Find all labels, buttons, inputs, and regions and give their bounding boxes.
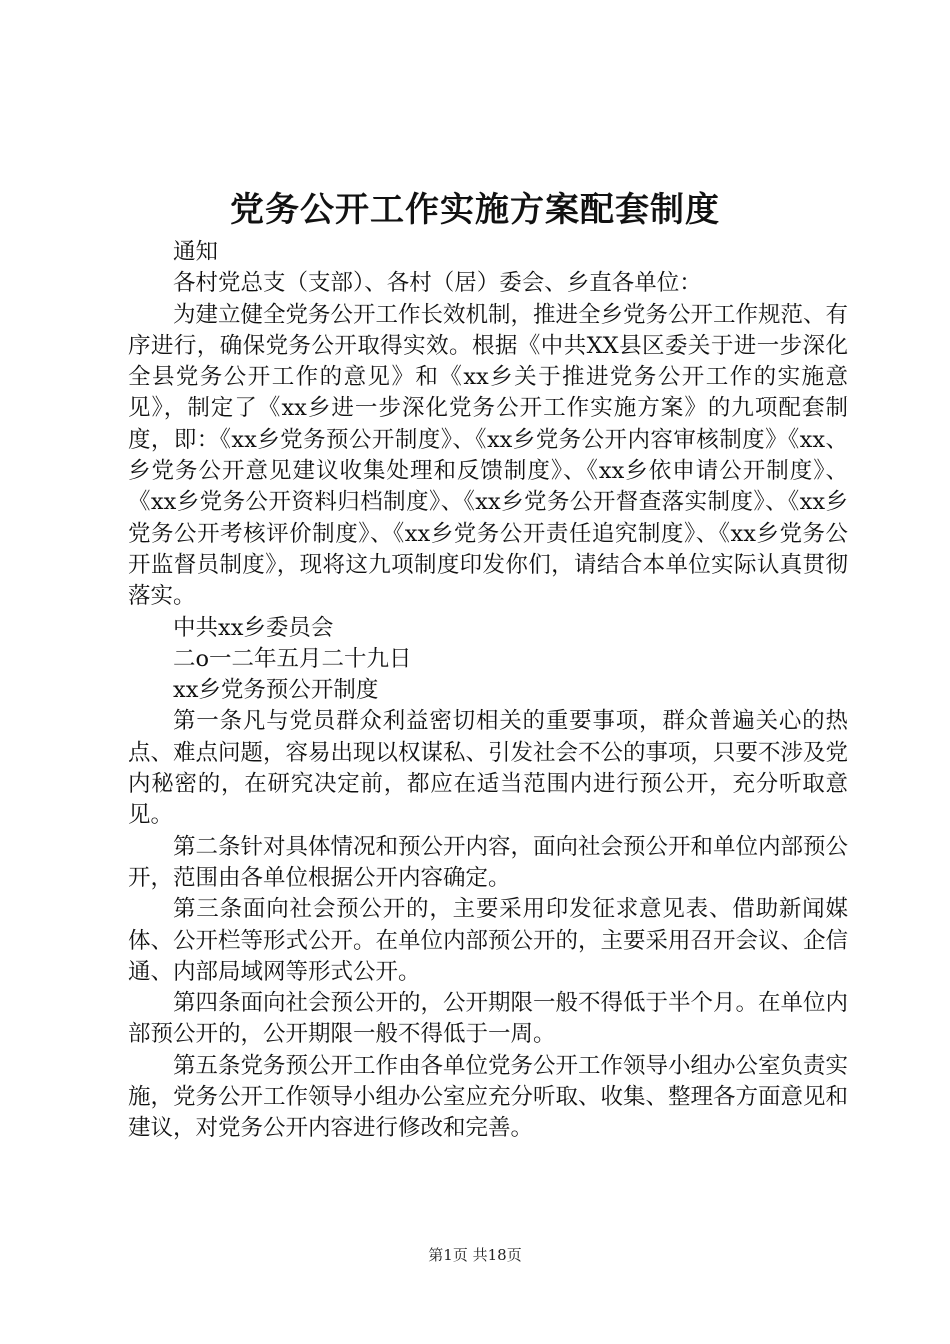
paragraph-notice-heading: 通知 (173, 239, 219, 265)
page-title: 党务公开工作实施方案配套制度 (230, 190, 720, 230)
paragraph-date: 二o一二年五月二十九日 (173, 645, 412, 672)
paragraph-issuer: 中共xx乡委员会 (173, 614, 334, 641)
paragraph-intro: 为建立健全党务公开工作长效机制，推进全乡党务公开工作规范、有序进行，确保党务公开取得实效。根据《中共XX县区委关于进一步深化全县党务公开工作的意见》和《xx乡关于推进党务公开工作的实施意见》，制定了《xx乡进一步深化党务公开工作实施方案》的九项配套制度，即：《xx乡党务预公开制度》、《xx乡党务公开内容审核制度》《xx、乡党务公开意见建议收集处理和反馈制度》、《xx乡依申请公开制度》、《xx乡党务公开资料归档制度》、《xx乡党务公开督查落实制度》、《xx乡党务公开考核评价制度》、《xx乡党务公开责任追究制度》、《xx乡党务公开监督员制度》，现将这九项制度印发你们，请结合本单位实际认真贯彻落实。 (128, 301, 849, 610)
article-5: 第五条党务预公开工作由各单位党务公开工作领导小组办公室负责实施，党务公开工作领导小组办公室应充分听取、收集、整理各方面意见和建议，对党务公开内容进行修改和完善。 (128, 1052, 849, 1142)
document-body (128, 237, 848, 1145)
article-1: 第一条凡与党员群众利益密切相关的重要事项，群众普遍关心的热点、难点问题，容易出现以权谋私、引发社会不公的事项，只要不涉及党内秘密的，在研究决定前，都应在适当范围内进行预公开，充分听取意见。 (128, 708, 849, 829)
page-number-footer: 第1页 共18页 (428, 1246, 522, 1264)
article-4: 第四条面向社会预公开的，公开期限一般不得低于半个月。在单位内部预公开的，公开期限一般不得低于一周。 (128, 990, 849, 1048)
article-2: 第二条针对具体情况和预公开内容，面向社会预公开和单位内部预公开，范围由各单位根据公开内容确定。 (128, 833, 849, 891)
article-3: 第三条面向社会预公开的，主要采用印发征求意见表、借助新闻媒体、公开栏等形式公开。在单位内部预公开的，主要采用召开会议、企信通、内部局域网等形式公开。 (128, 896, 849, 985)
section-heading: xx乡党务预公开制度 (173, 677, 379, 704)
paragraph-addressee: 各村党总支（支部）、各村（居）委会、乡直各单位： (173, 270, 702, 297)
